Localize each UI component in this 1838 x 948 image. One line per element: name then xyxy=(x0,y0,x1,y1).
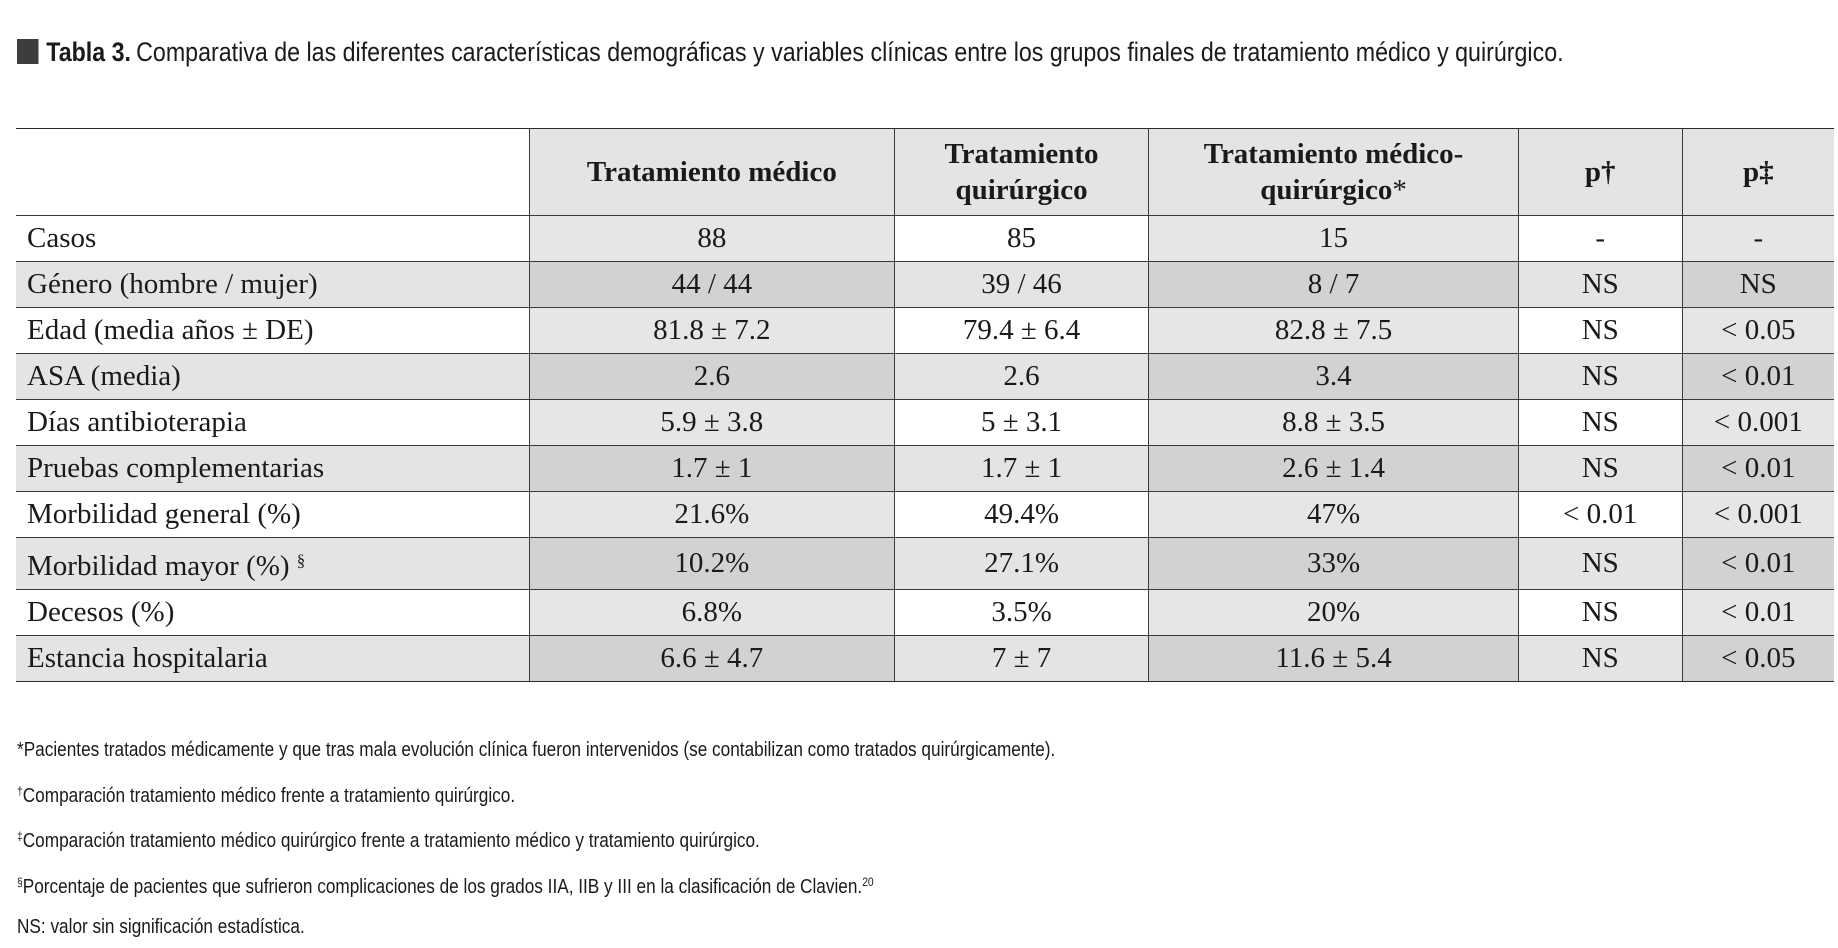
cell-medico: 21.6% xyxy=(529,492,894,538)
cell-quirurgico: 49.4% xyxy=(894,492,1148,538)
cell-quirurgico: 1.7 ± 1 xyxy=(894,446,1148,492)
row-label-cell xyxy=(16,538,529,590)
cell-mixto: 3.4 xyxy=(1149,354,1519,400)
cell-mixto: 82.8 ± 7.5 xyxy=(1149,308,1519,354)
table-row xyxy=(16,590,1834,636)
cell-quirurgico: 27.1% xyxy=(894,538,1148,590)
header-tratamiento-medico: Tratamiento médico xyxy=(529,129,894,216)
cell-quirurgico: 7 ± 7 xyxy=(894,636,1148,682)
table-row xyxy=(16,354,1834,400)
cell-medico: 81.8 ± 7.2 xyxy=(529,308,894,354)
cell-p1: NS xyxy=(1518,400,1682,446)
cell-p2: < 0.001 xyxy=(1682,400,1834,446)
cell-p2: < 0.05 xyxy=(1682,636,1834,682)
footnotes xyxy=(17,730,1565,948)
table-row xyxy=(16,262,1834,308)
cell-mixto: 8.8 ± 3.5 xyxy=(1149,400,1519,446)
header-tratamiento-medico-quirurgico: Tratamiento médico- quirúrgico* xyxy=(1149,129,1519,216)
cell-quirurgico: 3.5% xyxy=(894,590,1148,636)
footnote-text: Comparación tratamiento médico quirúrgico frente a tratamiento médico y tratamiento quirúrgico. xyxy=(22,830,760,852)
row-label: Estancia hospitalaria xyxy=(16,636,529,682)
table-row xyxy=(16,308,1834,354)
header-p-double-dagger: p‡ xyxy=(1682,129,1834,216)
table-row xyxy=(16,636,1834,682)
cell-mixto: 20% xyxy=(1149,590,1519,636)
footnote-mark: † xyxy=(17,783,23,798)
table-body xyxy=(16,216,1834,682)
cell-p1: NS xyxy=(1518,590,1682,636)
footnote-ns xyxy=(17,907,1565,948)
cell-mixto: 33% xyxy=(1149,538,1519,590)
table-row xyxy=(16,400,1834,446)
cell-p2: - xyxy=(1682,216,1834,262)
table-caption: Comparativa de las diferentes características demográficas y variables clínicas entre los grupos finales de tratamiento médico y quirúrgico. xyxy=(136,37,1564,67)
header-tratamiento-quirurgico: Tratamiento quirúrgico xyxy=(894,129,1148,216)
cell-medico: 1.7 ± 1 xyxy=(529,446,894,492)
table-row xyxy=(16,492,1834,538)
footnote-reference: 20 xyxy=(862,874,874,889)
footnote-section xyxy=(17,862,1565,908)
cell-mixto: 2.6 ± 1.4 xyxy=(1149,446,1519,492)
header-row xyxy=(16,129,1834,216)
cell-medico: 44 / 44 xyxy=(529,262,894,308)
footnote-dagger xyxy=(17,771,1565,817)
cell-p1: NS xyxy=(1518,636,1682,682)
footnote-mark: § xyxy=(17,874,23,889)
footnote-mark: ‡ xyxy=(17,829,23,843)
title-square-marker xyxy=(17,39,39,64)
section-mark: § xyxy=(296,551,306,570)
cell-medico: 6.8% xyxy=(529,590,894,636)
footnote-asterisk xyxy=(17,730,1565,771)
header-empty-cell xyxy=(16,129,529,216)
cell-p2: < 0.01 xyxy=(1682,538,1834,590)
cell-medico: 5.9 ± 3.8 xyxy=(529,400,894,446)
cell-medico: 10.2% xyxy=(529,538,894,590)
cell-mixto: 15 xyxy=(1149,216,1519,262)
cell-p1: NS xyxy=(1518,354,1682,400)
row-label: Morbilidad general (%) xyxy=(16,492,529,538)
cell-medico: 88 xyxy=(529,216,894,262)
row-label: Días antibioterapia xyxy=(16,400,529,446)
table-row xyxy=(16,538,1834,590)
cell-p1: NS xyxy=(1518,446,1682,492)
cell-mixto: 8 / 7 xyxy=(1149,262,1519,308)
table-row xyxy=(16,216,1834,262)
cell-quirurgico: 2.6 xyxy=(894,354,1148,400)
cell-p2: < 0.001 xyxy=(1682,492,1834,538)
row-label: Decesos (%) xyxy=(16,590,529,636)
cell-p2: < 0.01 xyxy=(1682,354,1834,400)
cell-quirurgico: 5 ± 3.1 xyxy=(894,400,1148,446)
cell-p2: < 0.01 xyxy=(1682,590,1834,636)
cell-medico: 2.6 xyxy=(529,354,894,400)
table-row xyxy=(16,446,1834,492)
cell-medico: 6.6 ± 4.7 xyxy=(529,636,894,682)
footnote-double-dagger xyxy=(17,816,1565,862)
cell-p2: < 0.01 xyxy=(1682,446,1834,492)
header-p-dagger: p† xyxy=(1518,129,1682,216)
cell-p1: - xyxy=(1518,216,1682,262)
cell-p2: < 0.05 xyxy=(1682,308,1834,354)
cell-mixto: 47% xyxy=(1149,492,1519,538)
cell-p1: NS xyxy=(1518,262,1682,308)
cell-p2: NS xyxy=(1682,262,1834,308)
row-label: Edad (media años ± DE) xyxy=(16,308,529,354)
table-number: Tabla 3. xyxy=(46,37,131,67)
cell-quirurgico: 39 / 46 xyxy=(894,262,1148,308)
row-label: Morbilidad mayor (%) xyxy=(27,550,290,582)
footnote-text: Porcentaje de pacientes que sufrieron complicaciones de los grados IIA, IIB y III en la clasificación de Clavien. xyxy=(22,875,863,898)
row-label: ASA (media) xyxy=(16,354,529,400)
cell-mixto: 11.6 ± 5.4 xyxy=(1149,636,1519,682)
cell-quirurgico: 85 xyxy=(894,216,1148,262)
cell-p1: < 0.01 xyxy=(1518,492,1682,538)
cell-quirurgico: 79.4 ± 6.4 xyxy=(894,308,1148,354)
cell-p1: NS xyxy=(1518,308,1682,354)
table-title xyxy=(17,32,1565,72)
row-label: Género (hombre / mujer) xyxy=(16,262,529,308)
row-label: Pruebas complementarias xyxy=(16,446,529,492)
footnote-text: Comparación tratamiento médico frente a tratamiento quirúrgico. xyxy=(22,784,516,807)
footnote-text: *Pacientes tratados médicamente y que tras mala evolución clínica fueron intervenidos (se contabilizan como tratados quirúrgicamente). xyxy=(17,739,1056,761)
footnote-text: NS: valor sin significación estadística. xyxy=(17,916,305,938)
cell-p1: NS xyxy=(1518,538,1682,590)
comparison-table xyxy=(16,128,1834,682)
row-label: Casos xyxy=(16,216,529,262)
